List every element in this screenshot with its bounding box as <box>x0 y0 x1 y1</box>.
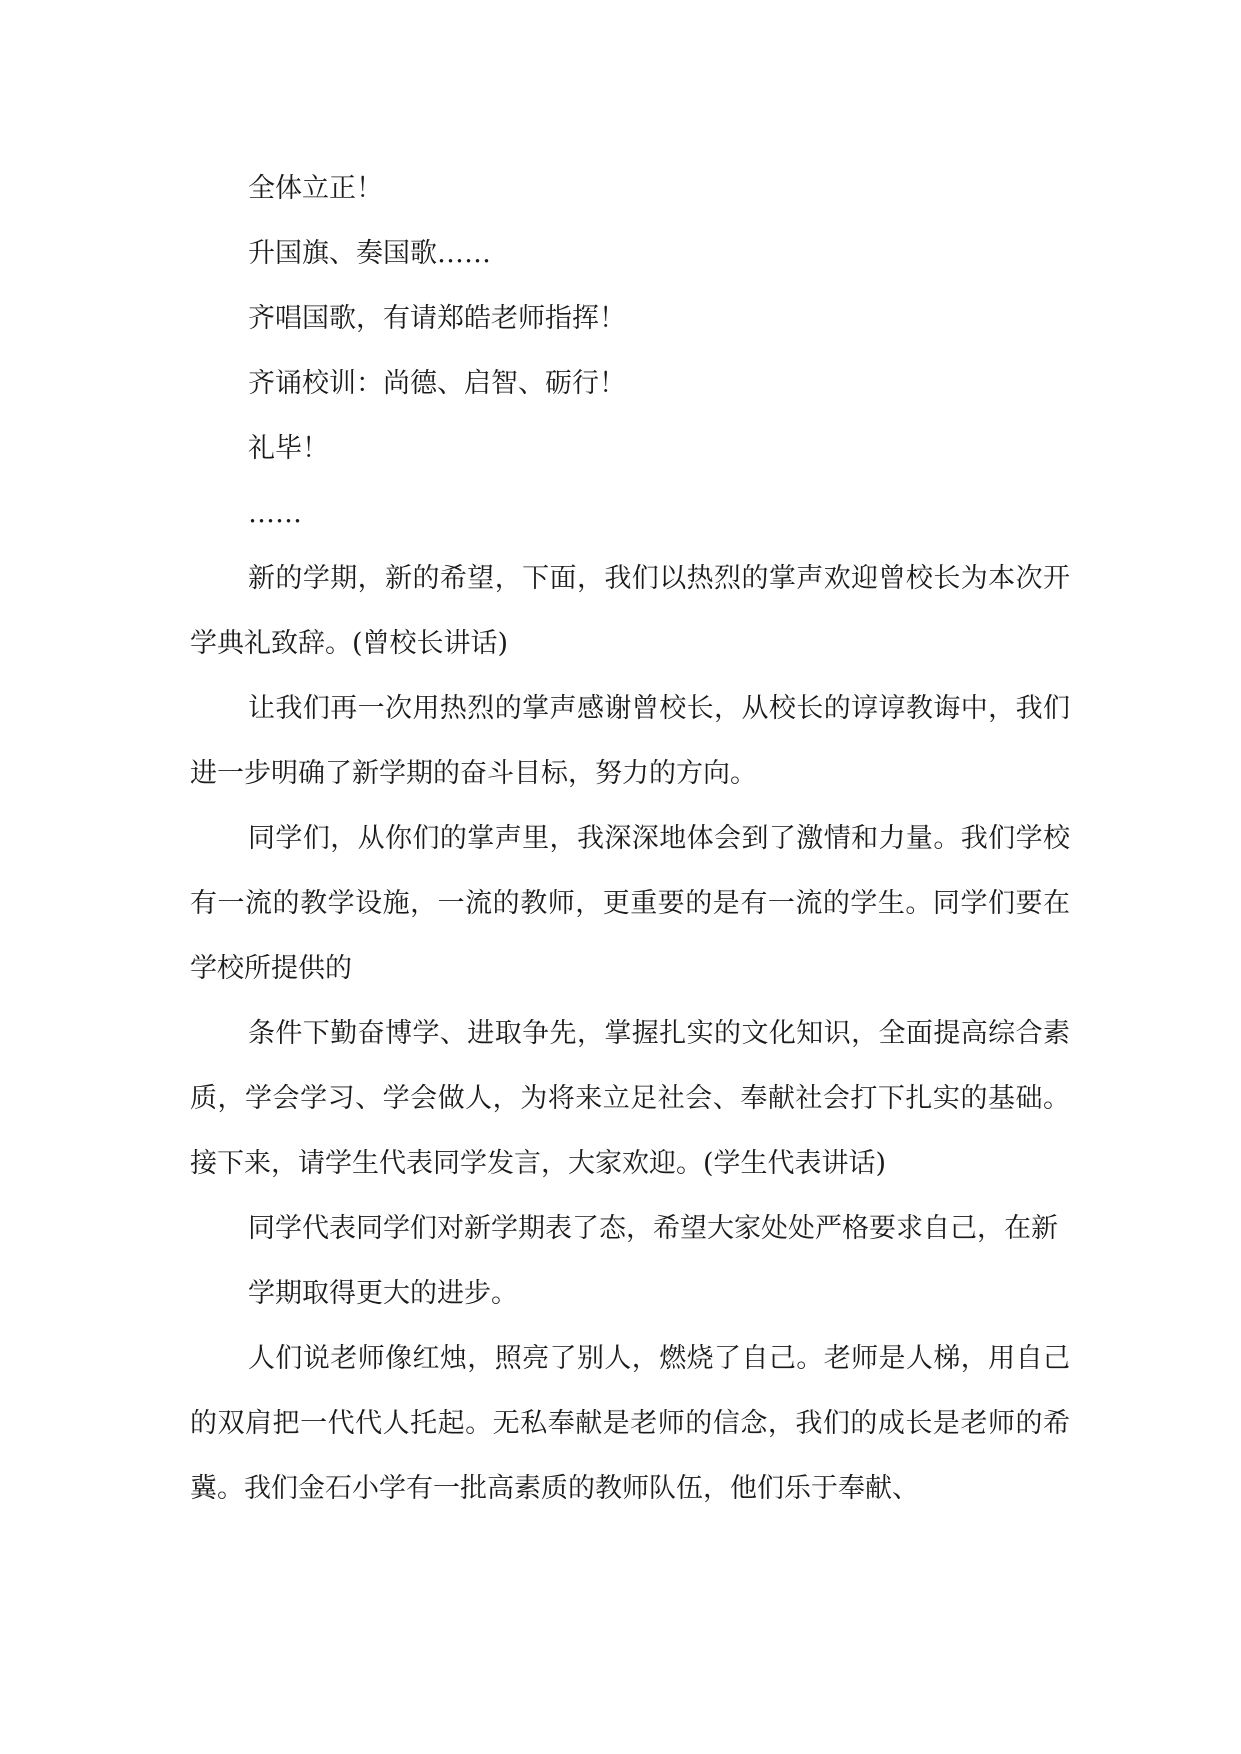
paragraph-salute-done: 礼毕！ <box>248 433 329 464</box>
paragraph-stand-up: 全体立正！ <box>248 173 383 204</box>
paragraph-ellipsis: …… <box>248 498 302 529</box>
paragraph-applause: 同学们，从你们的掌声里，我深深地体会到了激情和力量。我们学校有一流的教学设施，一流的教师，更重要的是有一流的学生。同学们要在学校所提供的 <box>190 823 1070 984</box>
paragraph-progress: 学期取得更大的进步。 <box>248 1278 518 1309</box>
paragraph-teachers: 人们说老师像红烛，照亮了别人，燃烧了自己。老师是人梯，用自己的双肩把一代代人托起。无私奉献是老师的信念，我们的成长是老师的希冀。我们金石小学有一批高素质的教师队伍，他们乐于奉献、 <box>190 1343 1070 1504</box>
paragraph-thanks-principal: 让我们再一次用热烈的掌声感谢曾校长，从校长的谆谆教诲中，我们进一步明确了新学期的奋斗目标，努力的方向。 <box>190 693 1070 789</box>
paragraph-anthem: 齐唱国歌，有请郑皓老师指挥！ <box>248 303 626 334</box>
paragraph-principal-intro: 新的学期，新的希望，下面，我们以热烈的掌声欢迎曾校长为本次开学典礼致辞。(曾校长讲话) <box>190 563 1070 659</box>
paragraph-study-hard: 条件下勤奋博学、进取争先，掌握扎实的文化知识，全面提高综合素质，学会学习、学会做人，为将来立足社会、奉献社会打下扎实的基础。接下来，请学生代表同学发言，大家欢迎。(学生代表讲话) <box>190 1018 1070 1179</box>
paragraph-school-motto: 齐诵校训：尚德、启智、砺行！ <box>248 368 626 399</box>
paragraph-raise-flag: 升国旗、奏国歌…… <box>248 238 491 269</box>
paragraph-student-rep: 同学代表同学们对新学期表了态，希望大家处处严格要求自己，在新 <box>248 1213 1058 1244</box>
document-body <box>190 156 1070 1521</box>
